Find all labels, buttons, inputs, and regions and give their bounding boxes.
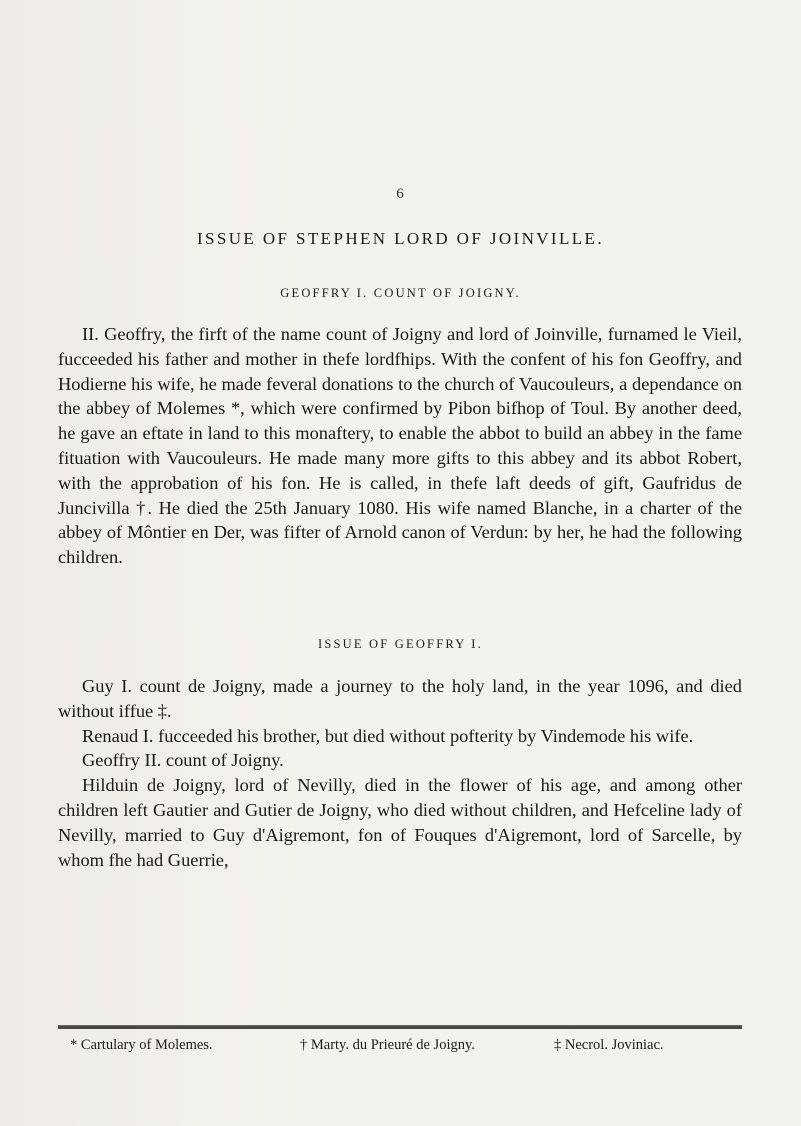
footnote-1: * Cartulary of Molemes.: [70, 1037, 213, 1053]
entry-guy: Guy I. count de Joigny, made a journey to the holy land, in the year 1096, and died without iffue ‡.: [58, 676, 742, 721]
page-number: 6: [396, 186, 405, 202]
entry-hilduin: Hilduin de Joigny, lord of Nevilly, died in the flower of his age, and among other children left Gautier and Gutier de Joigny, who died without children, and Hefceline lady of Nevilly, married to Guy d'Aigremont, fon of Fouques d'Aigremont, lord of Sarcelle, by whom fhe had Guerrie,: [58, 775, 742, 870]
issue-entries: [58, 674, 742, 872]
chapter-heading: ISSUE OF STEPHEN LORD OF JOINVILLE.: [196, 229, 604, 248]
entry-renaud: Renaud I. fucceeded his brother, but died without pofterity by Vindemode his wife.: [82, 725, 694, 746]
footnote-2: † Marty. du Prieuré de Joigny.: [300, 1037, 475, 1053]
section-heading: GEOFFRY I. COUNT OF JOIGNY.: [280, 286, 521, 300]
footnote-divider: [58, 1025, 742, 1029]
issue-heading: ISSUE OF GEOFFRY I.: [318, 637, 483, 651]
footnote-3: ‡ Necrol. Joviniac.: [554, 1037, 664, 1053]
entry-geoffry: Geoffry II. count of Joigny.: [82, 750, 284, 771]
paragraph-text: II. Geoffry, the firft of the name count of Joigny and lord of Joinville, furnamed le Vieil, fucceeded his father and mother in thefe lordfhips. With the confent of his fon Geoffry, and Hodierne his wife, he made feveral donations to the church of Vaucouleurs, a dependance on the abbey of Molemes *, which were confirmed by Pibon bifhop of Toul. By another deed, he gave an eftate in land to this monaftery, to enable the abbot to build an abbey in the fame fituation with Vaucouleurs. He made many more gifts to this abbey and its abbot Robert, with the approbation of his fon. He is called, in thefe laft deeds of gift, Gaufridus de Juncivilla †. He died the 25th January 1080. His wife named Blanche, in a charter of the abbey of Môntier en Der, was fifter of Arnold canon of Verdun: by her, he had the following children.: [58, 324, 742, 568]
body-paragraph: [58, 322, 742, 570]
